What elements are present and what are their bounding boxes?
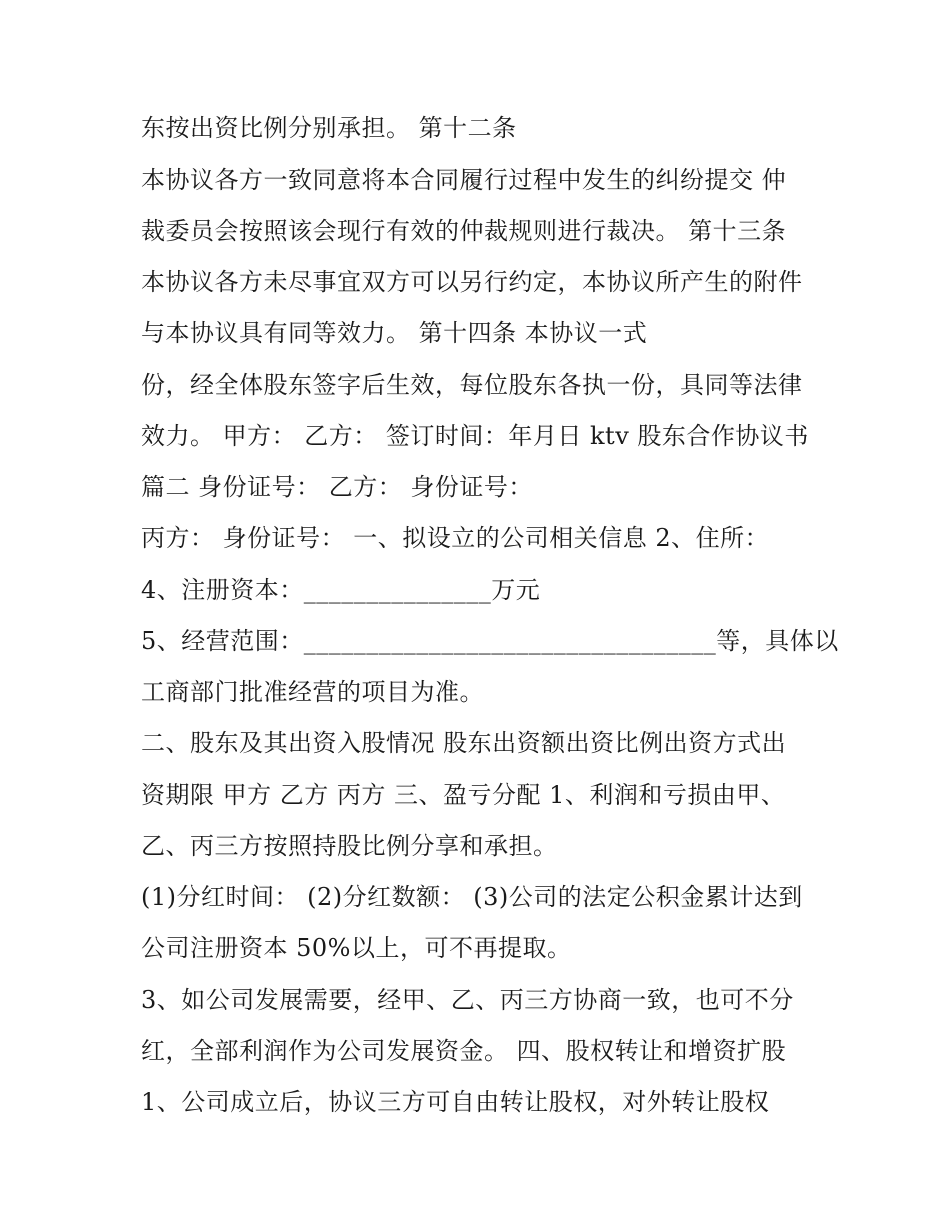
- text-line: 东按出资比例分别承担。 第十二条: [141, 114, 517, 142]
- text-line: 5、经营范围：_________________________________等，具体以: [141, 627, 839, 655]
- text-line: 4、注册资本：_______________万元: [141, 576, 541, 604]
- text-line: 3、如公司发展需要，经甲、乙、丙三方协商一致，也可不分: [141, 986, 794, 1014]
- text-line: 本协议各方一致同意将本合同履行过程中发生的纠纷提交 仲: [141, 166, 787, 194]
- text-line: 份，经全体股东签字后生效，每位股东各执一份，具同等法律: [141, 371, 803, 399]
- text-line: 公司注册资本 50%以上，可不再提取。: [141, 934, 572, 962]
- text-line: 丙方： 身份证号： 一、拟设立的公司相关信息 2、住所：: [141, 524, 770, 552]
- text-line: 效力。 甲方： 乙方： 签订时间：年月日 ktv 股东合作协议书: [141, 422, 809, 450]
- text-line: 工商部门批准经营的项目为准。: [141, 678, 484, 706]
- text-line: 与本协议具有同等效力。 第十四条 本协议一式: [141, 319, 648, 347]
- text-line: 资期限 甲方 乙方 丙方 三、盈亏分配 1、利润和亏损由甲、: [141, 781, 786, 809]
- text-line: 本协议各方未尽事宜双方可以另行约定，本协议所产生的附件: [141, 268, 803, 296]
- text-line: 二、股东及其出资入股情况 股东出资额出资比例出资方式出: [141, 729, 787, 757]
- text-line: 1、公司成立后，协议三方可自由转让股权，对外转让股权: [141, 1088, 770, 1116]
- text-line: 乙、丙三方按照持股比例分享和承担。: [141, 832, 558, 860]
- text-line: 裁委员会按照该会现行有效的仲裁规则进行裁决。 第十三条: [141, 217, 787, 245]
- text-line: (1)分红时间： (2)分红数额： (3)公司的法定公积金累计达到: [141, 883, 803, 911]
- text-line: 红，全部利润作为公司发展资金。 四、股权转让和增资扩股: [141, 1037, 787, 1065]
- text-line: 篇二 身份证号： 乙方： 身份证号：: [141, 473, 533, 501]
